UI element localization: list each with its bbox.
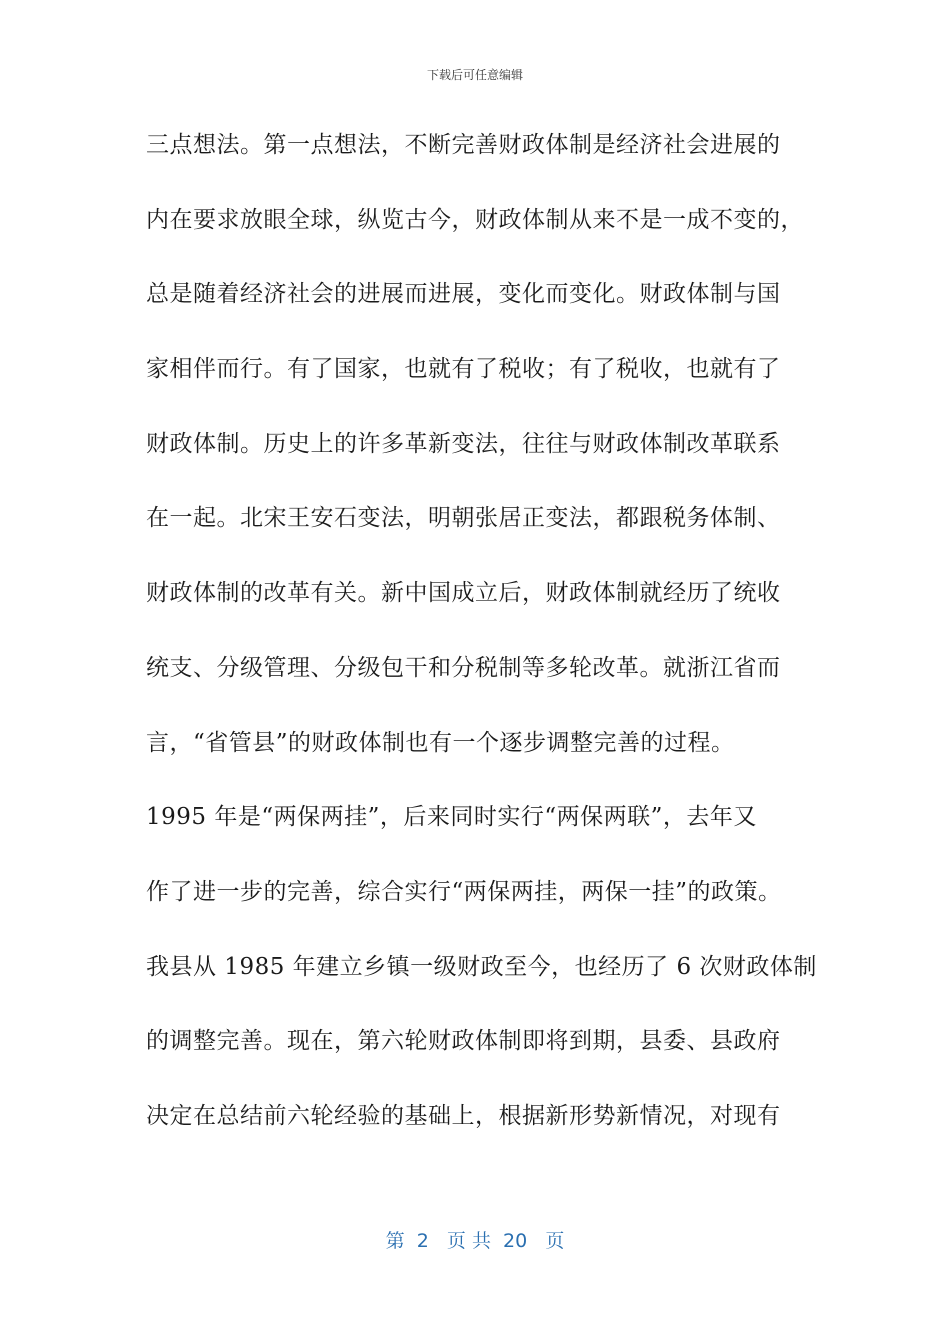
body-line: 统支、分级管理、分级包干和分税制等多轮改革。就浙江省而 — [146, 654, 781, 681]
body-line: 财政体制的改革有关。新中国成立后，财政体制就经历了统收 — [146, 580, 781, 607]
body-line: 三点想法。第一点想法，不断完善财政体制是经济社会进展的 — [146, 132, 781, 158]
body-line: 我县从 1985 年建立乡镇一级财政至今，也经历了 6 次财政体制 — [146, 953, 817, 980]
body-line: 家相伴而行。有了国家，也就有了税收；有了税收，也就有了 — [146, 356, 781, 383]
page-number: 第 2 页 共 20 页 — [385, 1230, 565, 1252]
body-line: 作了进一步的完善，综合实行“两保两挂，两保一挂”的政策。 — [146, 878, 782, 905]
body-line: 决定在总结前六轮经验的基础上，根据新形势新情况，对现有 — [146, 1102, 781, 1129]
body-line: 言，“省管县”的财政体制也有一个逐步调整完善的过程。 — [146, 729, 735, 756]
page-header: 下载后可任意编辑 — [426, 68, 523, 82]
body-line: 在一起。北宋王安石变法，明朝张居正变法，都跟税务体制、 — [146, 505, 781, 532]
body-line: 的调整完善。现在，第六轮财政体制即将到期，县委、县政府 — [146, 1028, 781, 1055]
document-body — [146, 127, 816, 1173]
body-line: 1995 年是“两保两挂”，后来同时实行“两保两联”，去年又 — [146, 804, 757, 831]
body-line: 总是随着经济社会的进展而进展，变化而变化。财政体制与国 — [146, 281, 781, 308]
body-line: 财政体制。历史上的许多革新变法，往往与财政体制改革联系 — [146, 430, 781, 457]
body-line: 内在要求放眼全球，纵览古今，财政体制从来不是一成不变的， — [146, 206, 804, 233]
